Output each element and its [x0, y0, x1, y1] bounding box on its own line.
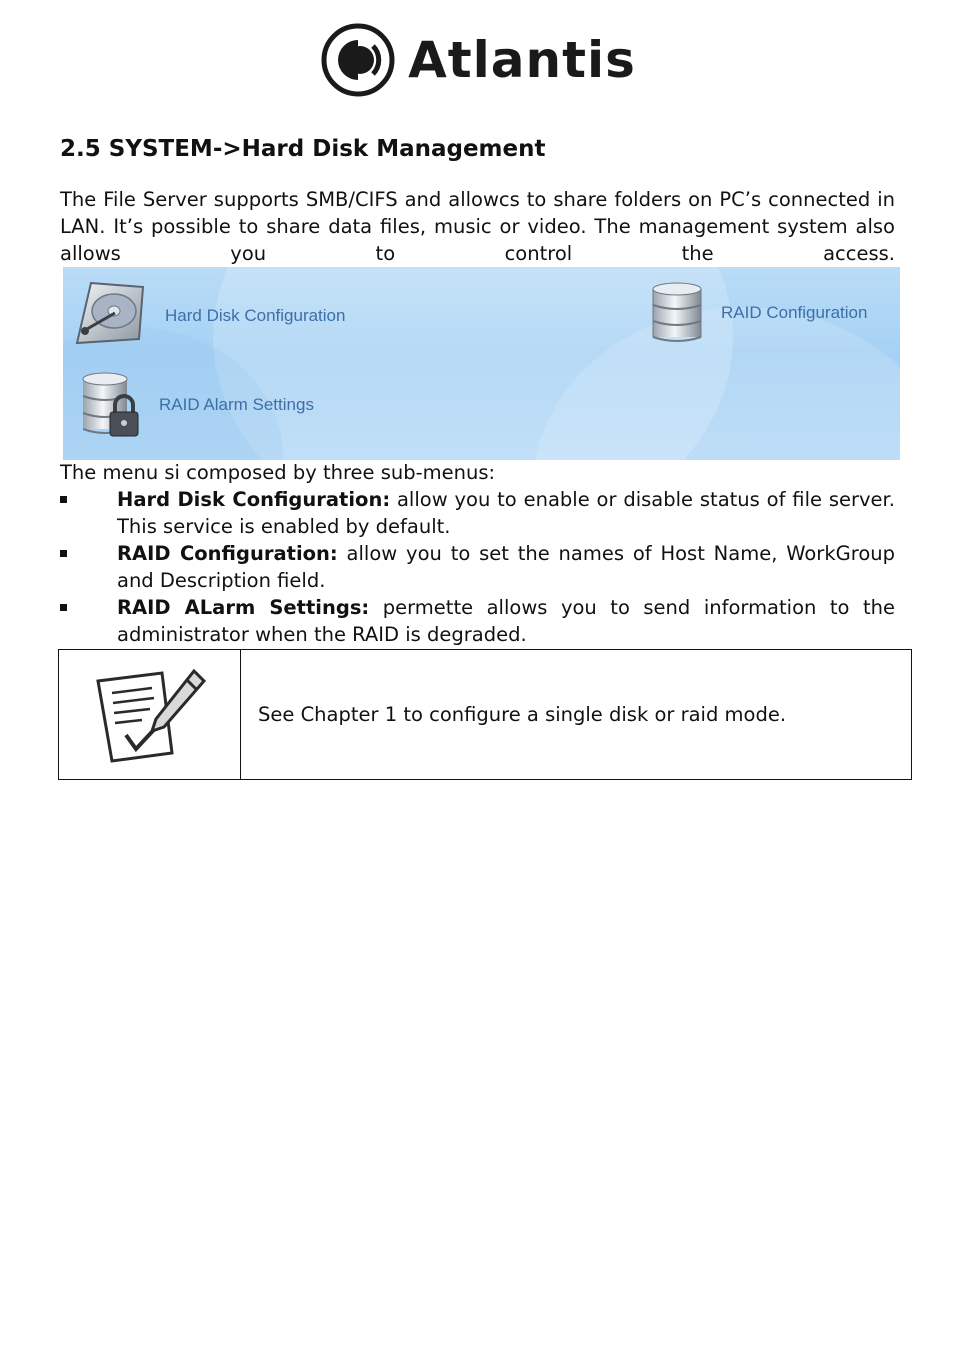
intro-paragraph: The File Server supports SMB/CIFS and allowcs to share folders on PC’s connected in LAN. It’s possible to share data files, music or video. The management system also allows you to control the access. — [60, 188, 895, 265]
submenu-list — [60, 486, 895, 648]
list-item-text: allow you to set the names of Host Name, WorkGroup and Description field. — [117, 542, 895, 592]
list-item-title: RAID Configuration: — [117, 542, 338, 565]
note-pencil-icon — [90, 663, 210, 767]
bullet-icon — [60, 550, 67, 557]
raid-configuration-link[interactable] — [649, 281, 867, 345]
disk-management-menu-panel — [63, 267, 900, 460]
hard-disk-configuration-label: Hard Disk Configuration — [165, 306, 346, 325]
list-item-text: permette allows you to send information to the administrator when the RAID is degraded. — [117, 596, 895, 646]
menu-intro: The menu si composed by three sub-menus: — [60, 461, 496, 484]
section-title: 2.5 SYSTEM->Hard Disk Management — [60, 136, 546, 162]
raid-alarm-settings-label: RAID Alarm Settings — [159, 395, 314, 414]
note-text: See Chapter 1 to configure a single disk or raid mode. — [258, 703, 787, 726]
note-icon-cell — [59, 650, 241, 779]
database-lock-icon — [79, 371, 143, 439]
bullet-icon — [60, 604, 67, 611]
raid-alarm-settings-link[interactable] — [79, 371, 314, 439]
bullet-icon — [60, 496, 67, 503]
logo-wordmark: Atlantis — [408, 31, 636, 89]
raid-configuration-label: RAID Configuration — [721, 303, 868, 322]
hard-disk-configuration-link[interactable] — [69, 277, 345, 355]
hard-disk-icon — [69, 277, 149, 355]
list-item-text: allow you to enable or disable status of file server. This service is enabled by default. — [117, 488, 895, 538]
list-item — [60, 594, 895, 648]
brand-logo — [0, 20, 954, 100]
list-item-title: Hard Disk Configuration: — [117, 488, 391, 511]
atlantis-logo-icon — [318, 20, 398, 100]
list-item — [60, 486, 895, 540]
note-box — [58, 649, 912, 780]
database-stack-icon — [649, 281, 705, 345]
list-item — [60, 540, 895, 594]
list-item-title: RAID ALarm Settings: — [117, 596, 370, 619]
